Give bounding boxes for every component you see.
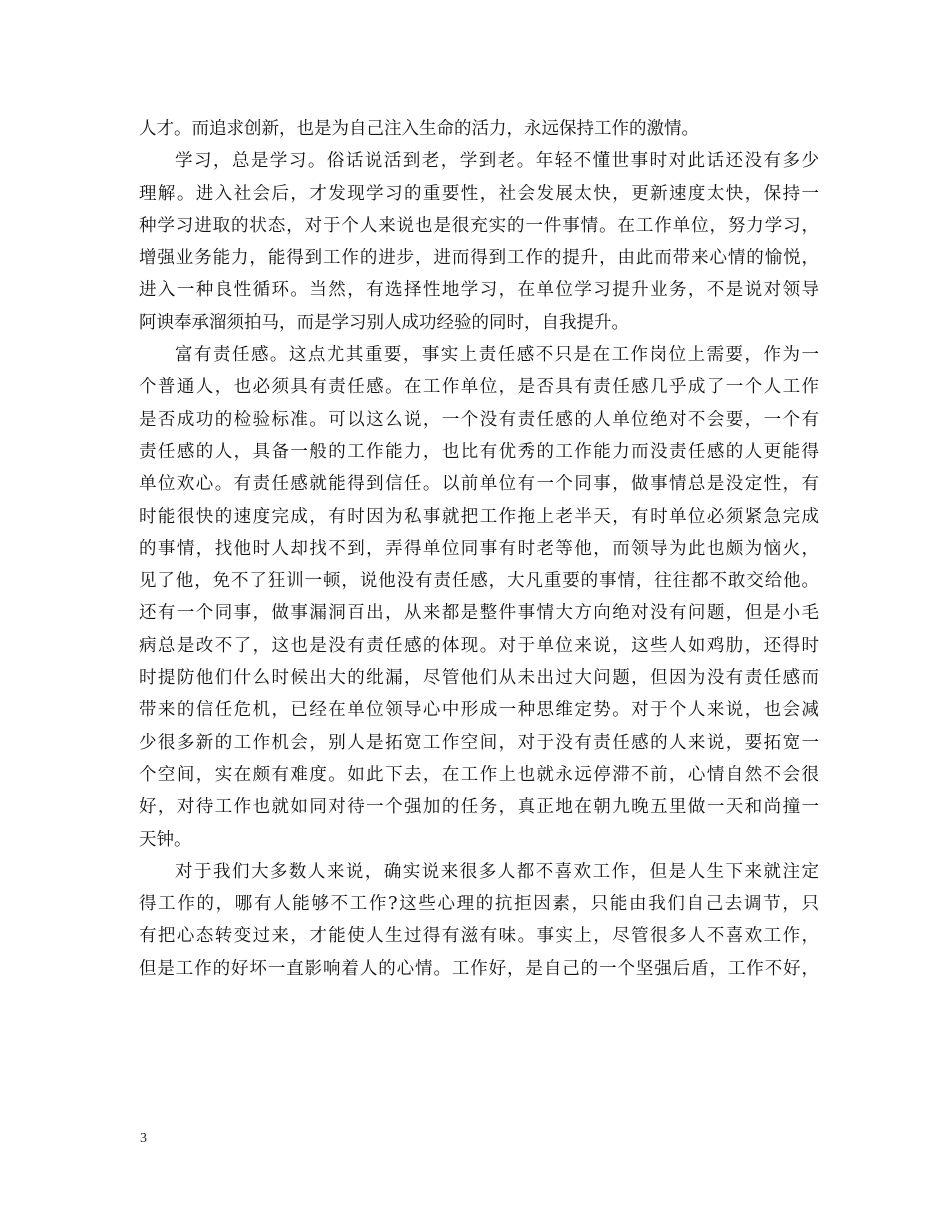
text-line: 病总是改不了，这也是没有责任感的体现。对于单位来说，这些人如鸡肋，还得时 <box>139 635 819 656</box>
paragraph-start-line: 富有责任感。这点尤其重要，事实上责任感不只是在工作岗位上需要，作为一 <box>175 345 819 366</box>
text-line: 见了他，免不了狂训一顿，说他没有责任感，大凡重要的事情，往往都不敢交给他。 <box>139 571 819 592</box>
text-line: 得工作的，哪有人能够不工作?这些心理的抗拒因素，只能由我们自己去调节，只 <box>139 894 819 915</box>
body-text <box>139 113 819 985</box>
text-line: 还有一个同事，做事漏洞百出，从来都是整件事情大方向绝对没有问题，但是小毛 <box>139 603 819 624</box>
text-line: 时提防他们什么时候出大的纰漏，尽管他们从未出过大问题，但因为没有责任感而 <box>139 668 819 689</box>
text-line: 有把心态转变过来，才能使人生过得有滋有味。事实上，尽管很多人不喜欢工作， <box>139 926 819 947</box>
text-line: 好，对待工作也就如同对待一个强加的任务，真正地在朝九晚五里做一天和尚撞一 <box>139 797 819 818</box>
text-line: 的事情，找他时人却找不到，弄得单位同事有时老等他，而领导为此也颇为恼火， <box>139 538 819 559</box>
text-line: 个空间，实在颇有难度。如此下去，在工作上也就永远停滞不前，心情自然不会很 <box>139 764 819 785</box>
text-line: 增强业务能力，能得到工作的进步，进而得到工作的提升，由此而带来心情的愉悦， <box>139 248 819 269</box>
text-line: 但是工作的好坏一直影响着人的心情。工作好，是自己的一个坚强后盾，工作不好， <box>139 958 819 979</box>
text-line: 进入一种良性循环。当然，有选择性地学习，在单位学习提升业务，不是说对领导 <box>139 280 819 301</box>
text-line: 个普通人，也必须具有责任感。在工作单位，是否具有责任感几乎成了一个人工作 <box>139 377 819 398</box>
text-line: 责任感的人，具备一般的工作能力，也比有优秀的工作能力而没责任感的人更能得 <box>139 441 819 462</box>
page-number: 3 <box>140 1131 147 1146</box>
text-line: 阿谀奉承溜须拍马，而是学习别人成功经验的同时，自我提升。 <box>139 312 629 333</box>
text-line: 时能很快的速度完成，有时因为私事就把工作拖上老半天，有时单位必须紧急完成 <box>139 506 819 527</box>
text-line: 天钟。 <box>139 829 192 850</box>
text-line: 种学习进取的状态，对于个人来说也是很充实的一件事情。在工作单位，努力学习， <box>139 215 819 236</box>
text-line: 理解。进入社会后，才发现学习的重要性，社会发展太快，更新速度太快，保持一 <box>139 183 819 204</box>
text-line: 是否成功的检验标准。可以这么说，一个没有责任感的人单位绝对不会要，一个有 <box>139 409 819 430</box>
text-line: 单位欢心。有责任感就能得到信任。以前单位有一个同事，做事情总是没定性，有 <box>139 474 819 495</box>
text-line: 人才。而追求创新，也是为自己注入生命的活力，永远保持工作的激情。 <box>139 119 699 139</box>
text-line: 带来的信任危机，已经在单位领导心中形成一种思维定势。对于个人来说，也会减 <box>139 700 819 721</box>
paragraph-start-line: 对于我们大多数人来说，确实说来很多人都不喜欢工作，但是人生下来就注定 <box>175 861 819 882</box>
paragraph-start-line: 学习，总是学习。俗话说活到老，学到老。年轻不懂世事时对此话还没有多少 <box>175 151 819 172</box>
text-line: 少很多新的工作机会，别人是拓宽工作空间，对于没有责任感的人来说，要拓宽一 <box>139 732 819 753</box>
